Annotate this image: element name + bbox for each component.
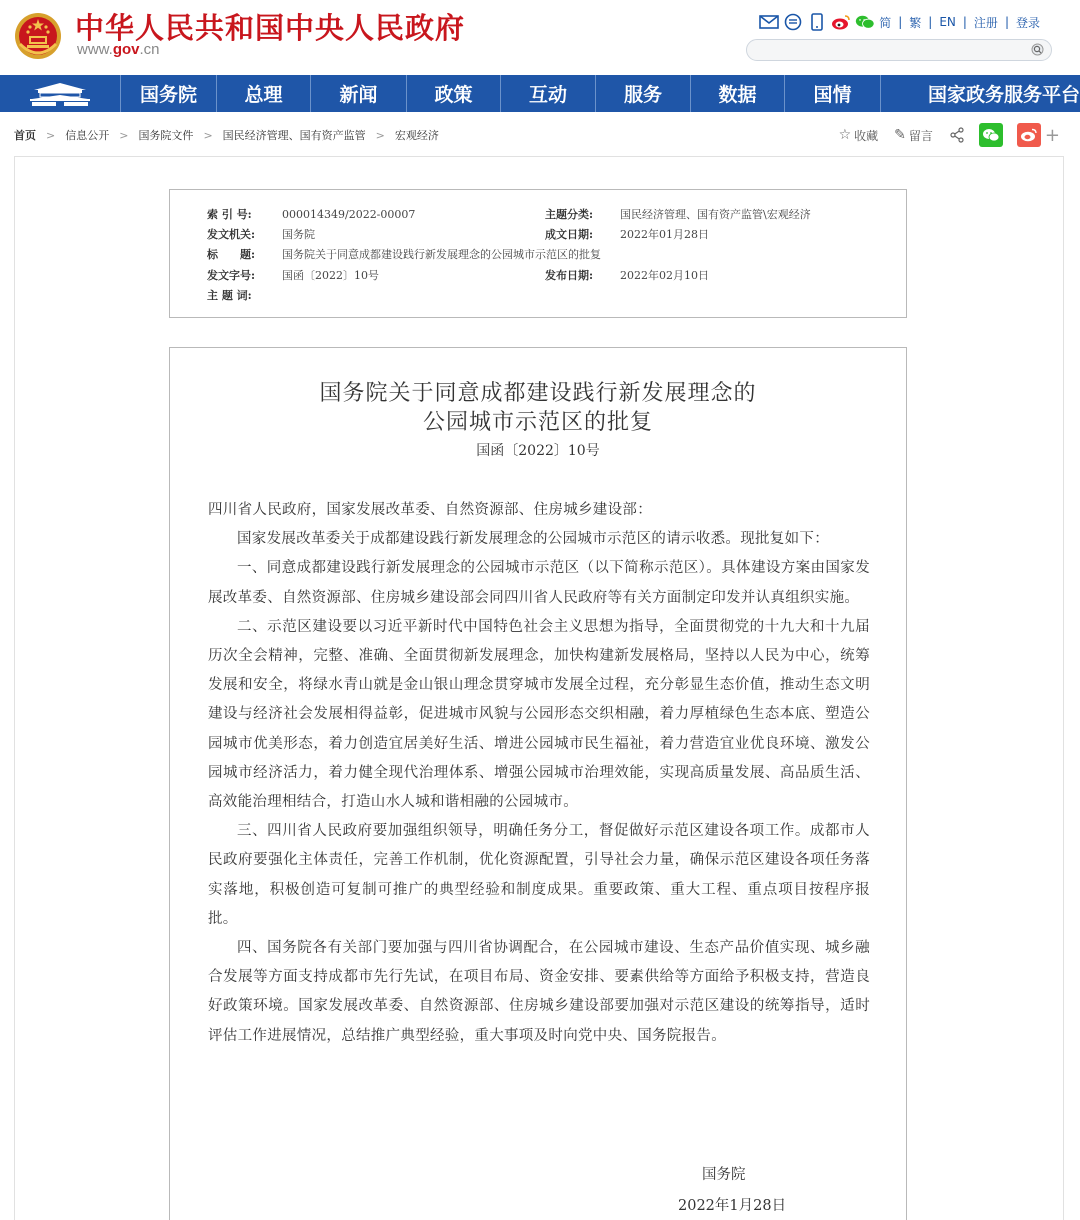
- index-value: 000014349/2022-00007: [282, 208, 416, 221]
- keywords-label: 主 题 词:: [207, 289, 252, 302]
- mail-icon[interactable]: [759, 12, 779, 32]
- nav-item-services[interactable]: 服务: [595, 75, 690, 112]
- english-link[interactable]: EN: [939, 15, 956, 29]
- site-url-prefix: www.: [77, 41, 113, 58]
- national-emblem-icon[interactable]: [14, 10, 62, 62]
- simplified-chinese-link[interactable]: 简: [879, 15, 892, 30]
- tool-divider: |: [1004, 15, 1009, 29]
- main-nav: [0, 75, 1080, 112]
- meta-row-published: [545, 267, 709, 283]
- breadcrumb-home[interactable]: 首页: [14, 129, 36, 142]
- docno-label: 发文字号:: [207, 269, 256, 282]
- chevron-right-icon: >: [203, 128, 213, 142]
- meta-row-keywords: [207, 287, 282, 303]
- star-icon: ☆: [838, 127, 852, 143]
- nav-item-state-council[interactable]: 国务院: [120, 75, 216, 112]
- nav-item-gov-service-platform[interactable]: 国家政务服务平台: [880, 75, 1080, 112]
- chevron-right-icon: >: [119, 128, 129, 142]
- issuer-value: 国务院: [282, 228, 315, 241]
- meta-row-created: [545, 226, 709, 242]
- paragraph-intro: 国家发展改革委关于成都建设践行新发展理念的公园城市示范区的请示收悉。现批复如下：: [237, 531, 829, 548]
- sign-date: 2022年1月28日: [678, 1198, 787, 1214]
- comment-label: 留言: [908, 128, 933, 143]
- signer: 国务院: [702, 1167, 746, 1183]
- paragraph-1: 一、同意成都建设践行新发展理念的公园城市示范区（以下简称示范区）。具体建设方案由国家发展改革委、自然资源部、住房城乡建设部会同四川省人民政府等有关方面制定印发并认真组织实施。: [208, 560, 870, 606]
- wechat-icon: [982, 128, 1000, 142]
- mobile-icon[interactable]: [807, 12, 827, 32]
- nav-item-news[interactable]: 新闻: [310, 75, 406, 112]
- chevron-right-icon: >: [375, 128, 385, 142]
- weibo-icon[interactable]: [831, 12, 851, 32]
- tiananmen-icon: [28, 80, 92, 108]
- category-value: 国民经济管理、国有资产监管\宏观经济: [620, 208, 811, 221]
- document-title-line2: 公园城市示范区的批复: [422, 410, 653, 435]
- nav-item-premier[interactable]: 总理: [216, 75, 310, 112]
- wechat-icon[interactable]: [855, 12, 875, 32]
- nav-item-policy[interactable]: 政策: [406, 75, 500, 112]
- published-label: 发布日期:: [545, 269, 594, 282]
- page-actions: [823, 123, 1060, 147]
- weibo-icon: [1020, 128, 1038, 142]
- share-icon: [949, 127, 965, 143]
- site-url: [77, 41, 160, 58]
- pencil-icon: ✎: [894, 127, 906, 143]
- traditional-chinese-link[interactable]: 繁: [909, 15, 922, 30]
- site-title[interactable]: 中华人民共和国中央人民政府: [75, 11, 466, 45]
- login-link[interactable]: 登录: [1015, 15, 1040, 30]
- published-value: 2022年02月10日: [620, 269, 709, 282]
- share-weibo-button[interactable]: [1017, 123, 1041, 147]
- breadcrumb-macro-economy[interactable]: 宏观经济: [394, 129, 439, 142]
- meta-row-docno: [207, 267, 379, 283]
- title-value: 国务院关于同意成都建设践行新发展理念的公园城市示范区的批复: [282, 248, 601, 261]
- meta-row-title: [207, 246, 601, 262]
- nav-item-national-info[interactable]: 国情: [784, 75, 880, 112]
- addressee: 四川省人民政府，国家发展改革委、自然资源部、住房城乡建设部：: [208, 502, 652, 518]
- paragraph-3: 三、四川省人民政府要加强组织领导，明确任务分工，督促做好示范区建设各项工作。成都市人民政府要强化主体责任，完善工作机制，优化资源配置，引导社会力量，确保示范区建设各项任务落实落地，积极创造可复制可推广的典型经验和制度成果。重要政策、重大工程、重点项目按程序报批。: [208, 823, 870, 927]
- category-label: 主题分类:: [545, 208, 594, 221]
- index-label: 索 引 号:: [207, 208, 252, 221]
- nav-item-interaction[interactable]: 互动: [500, 75, 595, 112]
- meta-row-issuer: [207, 226, 315, 242]
- message-icon[interactable]: [783, 12, 803, 32]
- breadcrumb: [14, 127, 439, 143]
- nav-item-data[interactable]: 数据: [690, 75, 784, 112]
- paragraph-4: 四、国务院各有关部门要加强与四川省协调配合，在公园城市建设、生态产品价值实现、城乡融合发展等方面支持成都市先行先试，在项目布局、资金安排、要素供给等方面给予积极支持，营造良好政策环境。国家发展改革委、自然资源部、住房城乡建设部要加强对示范区建设的统筹指导，适时评估工作进展情况，总结推广典型经验，重大事项及时向党中央、国务院报告。: [208, 940, 870, 1044]
- tool-divider: |: [898, 15, 903, 29]
- site-url-suffix: .cn: [139, 41, 160, 58]
- tool-divider: |: [962, 15, 967, 29]
- search-input[interactable]: [746, 39, 1052, 61]
- site-header: [0, 0, 1080, 75]
- chevron-right-icon: >: [46, 128, 56, 142]
- favorite-label: 收藏: [854, 128, 879, 143]
- document-body: [208, 496, 870, 1051]
- register-link[interactable]: 注册: [973, 15, 998, 30]
- meta-row-index: [207, 206, 415, 222]
- share-wechat-button[interactable]: [979, 123, 1003, 147]
- issuer-label: 发文机关:: [207, 228, 256, 241]
- tool-divider: |: [928, 15, 933, 29]
- search-icon[interactable]: [1030, 42, 1046, 58]
- breadcrumb-info-disclosure[interactable]: 信息公开: [65, 129, 110, 142]
- document-number: 国函〔2022〕10号: [476, 443, 600, 459]
- docno-value: 国函〔2022〕10号: [282, 269, 379, 282]
- meta-row-category: [545, 206, 811, 222]
- top-tools: [759, 12, 1040, 32]
- more-share-icon[interactable]: +: [1044, 124, 1060, 146]
- title-label: 标 题:: [207, 248, 256, 261]
- comment-button[interactable]: [894, 127, 933, 144]
- document-metadata: [169, 189, 907, 318]
- document-title-line1: 国务院关于同意成都建设践行新发展理念的: [319, 381, 757, 406]
- created-label: 成文日期:: [545, 228, 594, 241]
- site-url-gov: gov: [112, 41, 140, 58]
- paragraph-2: 二、示范区建设要以习近平新时代中国特色社会主义思想为指导，全面贯彻党的十九大和十九届历次全会精神，完整、准确、全面贯彻新发展理念，加快构建新发展格局，坚持以人民为中心，统筹发展和安全，将绿水青山就是金山银山理念贯穿城市发展全过程，充分彰显生态价值，推动生态文明建设与经济社会发展相得益彰，促进城市风貌与公园形态交织相融，着力厚植绿色生态本底、塑造公园城市优美形态，着力创造宜居美好生活、增进公园城市民生福祉，着力营造宜业优良环境、激发公园城市经济活力，着力健全现代治理体系、增强公园城市治理效能，实现高质量发展、高品质生活、高效能治理相结合，打造山水人城和谐相融的公园城市。: [208, 618, 870, 811]
- nav-home[interactable]: [0, 75, 120, 112]
- share-button[interactable]: [949, 127, 965, 143]
- created-value: 2022年01月28日: [620, 228, 709, 241]
- breadcrumb-state-council-docs[interactable]: 国务院文件: [138, 129, 194, 142]
- favorite-button[interactable]: [839, 127, 879, 144]
- document: [169, 347, 907, 1220]
- breadcrumb-economy-management[interactable]: 国民经济管理、国有资产监管: [222, 129, 366, 142]
